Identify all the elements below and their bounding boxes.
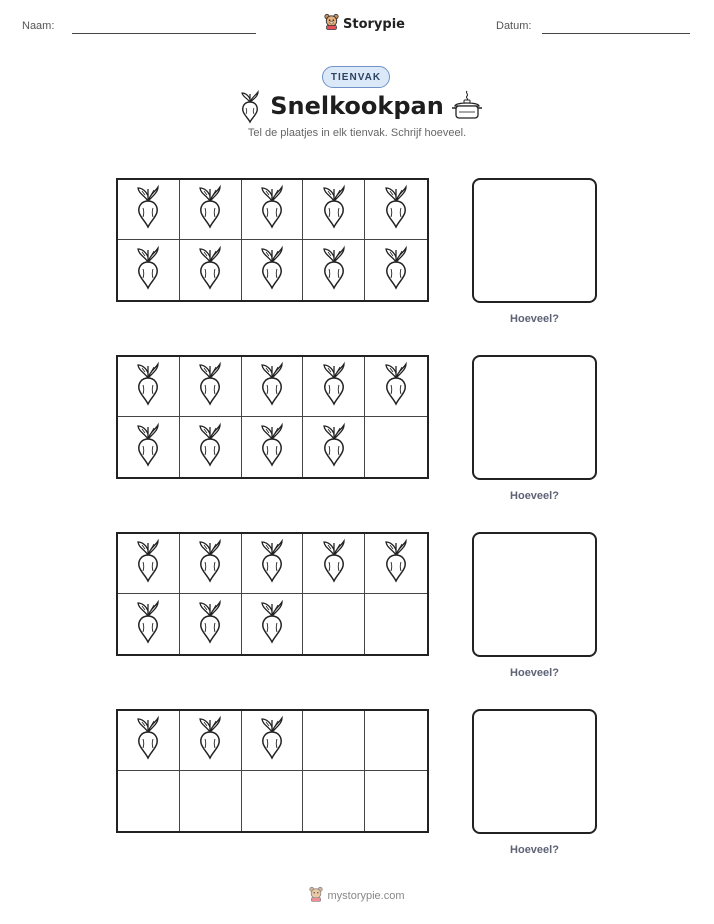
ten-frame-cell — [242, 417, 304, 477]
page-title: Snelkookpan — [270, 92, 444, 120]
beet-icon — [259, 714, 285, 767]
brand-logo — [324, 13, 405, 35]
ten-frame-cell — [118, 771, 180, 831]
ten-frame-cell — [365, 417, 427, 477]
beet-icon — [197, 598, 223, 651]
tienvak-badge: TIENVAK — [322, 66, 390, 88]
ten-frame-cell — [365, 357, 427, 417]
beet-icon — [321, 360, 347, 413]
ten-frame-cell — [303, 180, 365, 240]
pressure-cooker-icon — [450, 88, 484, 127]
answer-label: Hoeveel? — [510, 313, 559, 325]
beet-icon — [259, 244, 285, 297]
date-field[interactable] — [542, 33, 690, 34]
ten-frame-cell — [303, 534, 365, 594]
ten-frame-cell — [365, 180, 427, 240]
beet-icon — [197, 244, 223, 297]
beet-icon — [383, 244, 409, 297]
answer-label: Hoeveel? — [510, 490, 559, 502]
ten-frame-cell — [365, 534, 427, 594]
ten-frame-cell — [180, 594, 242, 654]
beet-icon — [197, 360, 223, 413]
name-label: Naam: — [22, 20, 55, 32]
footer — [0, 886, 714, 905]
ten-frame — [116, 532, 429, 656]
date-label: Datum: — [496, 20, 532, 32]
beet-icon — [135, 360, 161, 413]
ten-frame-cell — [180, 180, 242, 240]
ten-frame-cell — [118, 534, 180, 594]
answer-label: Hoeveel? — [510, 844, 559, 856]
ten-frame-cell — [365, 711, 427, 771]
name-field[interactable] — [72, 33, 256, 34]
ten-frame — [116, 709, 429, 833]
ten-frame-cell — [242, 357, 304, 417]
ten-frame-cell — [180, 771, 242, 831]
answer-label: Hoeveel? — [510, 667, 559, 679]
bear-logo-icon — [324, 13, 339, 35]
ten-frame-cell — [180, 417, 242, 477]
beet-icon — [197, 714, 223, 767]
ten-frame-cell — [118, 594, 180, 654]
ten-frame-cell — [118, 711, 180, 771]
beet-icon — [321, 183, 347, 236]
beet-icon — [259, 360, 285, 413]
ten-frame-cell — [242, 534, 304, 594]
answer-box[interactable] — [472, 532, 597, 657]
ten-frame-cell — [303, 594, 365, 654]
beet-icon — [135, 183, 161, 236]
ten-frame-cell — [118, 240, 180, 300]
beet-icon — [135, 598, 161, 651]
beet-icon — [135, 714, 161, 767]
beet-icon — [259, 537, 285, 590]
ten-frame-cell — [180, 711, 242, 771]
ten-frame — [116, 178, 429, 302]
beet-icon — [135, 421, 161, 474]
ten-frame-cell — [365, 594, 427, 654]
beet-icon — [197, 421, 223, 474]
footer-logo-icon — [309, 886, 323, 905]
ten-frame-cell — [303, 357, 365, 417]
beet-icon — [383, 183, 409, 236]
beet-icon — [321, 537, 347, 590]
ten-frame-cell — [180, 357, 242, 417]
ten-frame-cell — [365, 240, 427, 300]
footer-url[interactable]: mystorypie.com — [327, 889, 405, 902]
instructions: Tel de plaatjes in elk tienvak. Schrijf hoeveel. — [247, 127, 467, 139]
ten-frame — [116, 355, 429, 479]
ten-frame-cell — [242, 180, 304, 240]
beet-icon — [383, 360, 409, 413]
ten-frame-cell — [242, 711, 304, 771]
beet-icon — [135, 244, 161, 297]
beet-icon — [321, 421, 347, 474]
beet-icon — [321, 244, 347, 297]
ten-frame-cell — [118, 180, 180, 240]
ten-frame-cell — [180, 534, 242, 594]
ten-frame-cell — [242, 594, 304, 654]
ten-frame-cell — [242, 240, 304, 300]
ten-frame-cell — [303, 771, 365, 831]
ten-frame-cell — [303, 711, 365, 771]
brand-name: Storypie — [343, 16, 405, 32]
beet-icon — [383, 537, 409, 590]
answer-box[interactable] — [472, 709, 597, 834]
answer-box[interactable] — [472, 355, 597, 480]
beet-icon — [259, 598, 285, 651]
beet-icon — [135, 537, 161, 590]
ten-frame-cell — [242, 771, 304, 831]
ten-frame-cell — [303, 417, 365, 477]
ten-frame-cell — [118, 357, 180, 417]
beet-icon — [259, 183, 285, 236]
ten-frame-cell — [303, 240, 365, 300]
answer-box[interactable] — [472, 178, 597, 303]
ten-frame-cell — [118, 417, 180, 477]
beet-icon — [197, 183, 223, 236]
ten-frame-cell — [180, 240, 242, 300]
beet-icon — [197, 537, 223, 590]
ten-frame-cell — [365, 771, 427, 831]
beet-icon — [259, 421, 285, 474]
